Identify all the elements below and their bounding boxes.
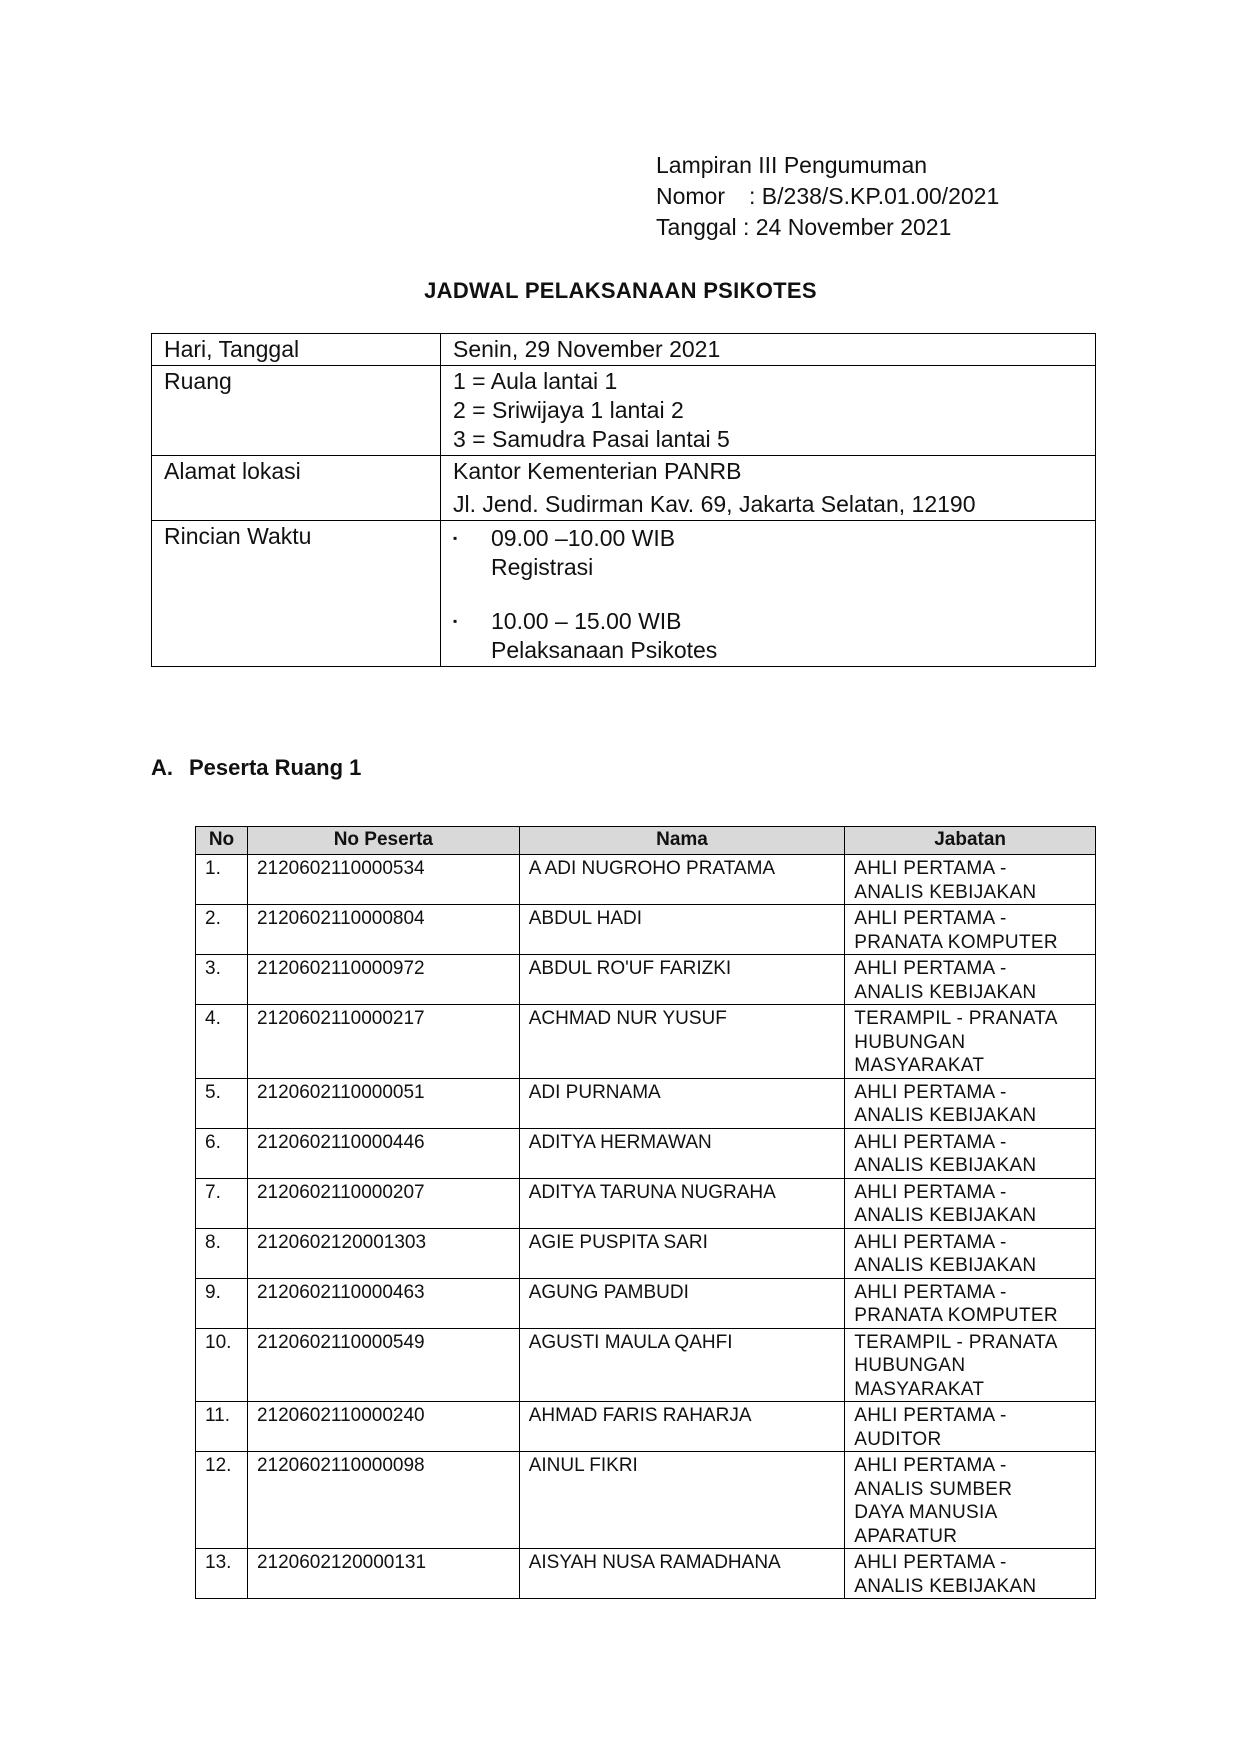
jabatan-line: ANALIS KEBIJAKAN: [854, 1575, 1037, 1597]
cell-no-peserta: 2120602110000051: [247, 1078, 519, 1128]
jabatan-line: AHLI PERTAMA -: [854, 1405, 1007, 1426]
cell-jabatan: [845, 1328, 1096, 1402]
cell-nama: AHMAD FARIS RAHARJA: [519, 1402, 845, 1452]
cell-nama: A ADI NUGROHO PRATAMA: [519, 855, 845, 905]
cell-no: 9.: [196, 1278, 248, 1328]
room-item: 3 = Samudra Pasai lantai 5: [453, 426, 730, 452]
jabatan-line: ANALIS KEBIJAKAN: [854, 1155, 1037, 1176]
time-label: Rincian Waktu: [152, 521, 441, 667]
cell-no-peserta: 2120602110000217: [247, 1005, 519, 1079]
cell-nama: ABDUL RO'UF FARIZKI: [519, 955, 845, 1005]
time-item: [453, 524, 1083, 582]
cell-jabatan: [845, 1278, 1096, 1328]
document-title: JADWAL PELAKSANAAN PSIKOTES: [424, 278, 817, 303]
cell-no: 1.: [196, 855, 248, 905]
cell-no: 10.: [196, 1328, 248, 1402]
tanggal-value: 24 November 2021: [755, 214, 952, 240]
time-activity: Registrasi: [491, 554, 594, 580]
room-label: Ruang: [152, 366, 441, 456]
jabatan-line: ANALIS KEBIJAKAN: [854, 981, 1037, 1003]
nomor-label: Nomor: [656, 183, 726, 209]
cell-no: 4.: [196, 1005, 248, 1079]
cell-no-peserta: 2120602110000446: [247, 1128, 519, 1178]
participants-table: [195, 826, 1096, 1599]
cell-nama: AISYAH NUSA RAMADHANA: [519, 1549, 845, 1599]
time-range: 10.00 – 15.00 WIB: [491, 608, 682, 634]
table-row: [196, 1278, 1096, 1328]
cell-jabatan: [845, 1078, 1096, 1128]
jabatan-line: ANALIS KEBIJAKAN: [854, 1255, 1037, 1276]
cell-no: 6.: [196, 1128, 248, 1178]
jabatan-line: AHLI PERTAMA -: [854, 1281, 1007, 1303]
jabatan-line: APARATUR: [854, 1525, 958, 1547]
time-list: [441, 521, 1096, 667]
cell-no-peserta: 2120602110000463: [247, 1278, 519, 1328]
participants-body: [196, 855, 1096, 1599]
cell-jabatan: [845, 1005, 1096, 1079]
cell-jabatan: [845, 1452, 1096, 1549]
table-row: [196, 1005, 1096, 1079]
cell-no-peserta: 2120602120001303: [247, 1228, 519, 1278]
jabatan-line: AHLI PERTAMA -: [854, 1181, 1007, 1203]
cell-no-peserta: 2120602110000534: [247, 855, 519, 905]
table-row: [196, 1549, 1096, 1599]
table-row: [196, 1128, 1096, 1178]
cell-no-peserta: 2120602110000098: [247, 1452, 519, 1549]
cell-jabatan: [845, 1128, 1096, 1178]
cell-no-peserta: 2120602120000131: [247, 1549, 519, 1599]
table-row: [196, 1228, 1096, 1278]
jabatan-line: PRANATA KOMPUTER: [854, 931, 1058, 953]
cell-no: 13.: [196, 1549, 248, 1599]
cell-no: 11.: [196, 1402, 248, 1452]
time-item: [453, 607, 1083, 665]
jabatan-line: MASYARAKAT: [854, 1378, 985, 1400]
nomor-line: [656, 181, 999, 212]
cell-nama: AGUNG PAMBUDI: [519, 1278, 845, 1328]
table-row: [196, 1078, 1096, 1128]
cell-jabatan: [845, 1549, 1096, 1599]
table-header-row: [196, 827, 1096, 855]
section-title-text: Peserta Ruang 1: [189, 755, 362, 780]
jabatan-line: AHLI PERTAMA -: [854, 908, 1007, 929]
cell-nama: AGUSTI MAULA QAHFI: [519, 1328, 845, 1402]
jabatan-line: ANALIS KEBIJAKAN: [854, 1205, 1037, 1226]
address-line: Jl. Jend. Sudirman Kav. 69, Jakarta Selatan, 12190: [453, 491, 976, 517]
day-value: Senin, 29 November 2021: [441, 334, 1096, 366]
jabatan-line: ANALIS SUMBER: [854, 1478, 1013, 1500]
jabatan-line: HUBUNGAN: [854, 1355, 966, 1376]
cell-nama: ADI PURNAMA: [519, 1078, 845, 1128]
jabatan-line: MASYARAKAT: [854, 1055, 985, 1076]
cell-no-peserta: 2120602110000804: [247, 905, 519, 955]
jabatan-line: AHLI PERTAMA -: [854, 1131, 1007, 1153]
schedule-info-table: [151, 333, 1096, 667]
cell-nama: ADITYA HERMAWAN: [519, 1128, 845, 1178]
cell-no-peserta: 2120602110000207: [247, 1178, 519, 1228]
cell-no-peserta: 2120602110000549: [247, 1328, 519, 1402]
time-activity: Pelaksanaan Psikotes: [491, 637, 718, 663]
cell-nama: AGIE PUSPITA SARI: [519, 1228, 845, 1278]
cell-jabatan: [845, 905, 1096, 955]
cell-nama: ACHMAD NUR YUSUF: [519, 1005, 845, 1079]
room-list: [441, 366, 1096, 456]
cell-nama: ADITYA TARUNA NUGRAHA: [519, 1178, 845, 1228]
tanggal-sep: :: [742, 214, 750, 240]
address-line: Kantor Kementerian PANRB: [453, 458, 742, 484]
nomor-value: B/238/S.KP.01.00/2021: [761, 183, 1000, 209]
tanggal-line: [656, 212, 999, 243]
address-label: Alamat lokasi: [152, 456, 441, 521]
cell-jabatan: [845, 855, 1096, 905]
cell-nama: AINUL FIKRI: [519, 1452, 845, 1549]
cell-jabatan: [845, 1402, 1096, 1452]
jabatan-line: DAYA MANUSIA: [854, 1502, 998, 1523]
header-no: No: [196, 827, 248, 855]
table-row: [196, 855, 1096, 905]
jabatan-line: AHLI PERTAMA -: [854, 1455, 1007, 1476]
address-value: [441, 456, 1096, 521]
table-row: [196, 1402, 1096, 1452]
cell-no: 12.: [196, 1452, 248, 1549]
room-item: 2 = Sriwijaya 1 lantai 2: [453, 397, 684, 423]
jabatan-line: AHLI PERTAMA -: [854, 1231, 1007, 1253]
table-row: [196, 1178, 1096, 1228]
attachment-label: Lampiran III Pengumuman: [656, 152, 928, 178]
header-no-peserta: No Peserta: [247, 827, 519, 855]
table-row: [196, 955, 1096, 1005]
cell-no: 8.: [196, 1228, 248, 1278]
cell-no: 3.: [196, 955, 248, 1005]
info-row-time: [152, 521, 1096, 667]
day-label: Hari, Tanggal: [152, 334, 441, 366]
cell-jabatan: [845, 955, 1096, 1005]
tanggal-label: Tanggal: [656, 214, 737, 240]
info-row-address: [152, 456, 1096, 521]
jabatan-line: TERAMPIL - PRANATA: [854, 1008, 1058, 1029]
header-jabatan: Jabatan: [845, 827, 1096, 855]
section-title: [151, 755, 361, 781]
cell-jabatan: [845, 1178, 1096, 1228]
jabatan-line: AHLI PERTAMA -: [854, 858, 1007, 879]
cell-no: 7.: [196, 1178, 248, 1228]
jabatan-line: AHLI PERTAMA -: [854, 1081, 1007, 1103]
jabatan-line: AHLI PERTAMA -: [854, 958, 1007, 979]
bullet-icon: ▪: [453, 531, 458, 545]
jabatan-line: HUBUNGAN: [854, 1031, 966, 1053]
jabatan-line: ANALIS KEBIJAKAN: [854, 1105, 1037, 1126]
bullet-icon: ▪: [453, 614, 458, 628]
cell-jabatan: [845, 1228, 1096, 1278]
table-row: [196, 905, 1096, 955]
jabatan-line: AHLI PERTAMA -: [854, 1552, 1007, 1573]
jabatan-line: TERAMPIL - PRANATA: [854, 1331, 1058, 1353]
cell-no: 5.: [196, 1078, 248, 1128]
table-row: [196, 1452, 1096, 1549]
cell-no-peserta: 2120602110000240: [247, 1402, 519, 1452]
jabatan-line: ANALIS KEBIJAKAN: [854, 881, 1037, 903]
nomor-sep: :: [749, 183, 756, 209]
info-row-day: [152, 334, 1096, 366]
section-letter: A.: [151, 755, 173, 780]
header-nama: Nama: [519, 827, 845, 855]
room-item: 1 = Aula lantai 1: [453, 368, 618, 394]
jabatan-line: PRANATA KOMPUTER: [854, 1305, 1058, 1326]
info-row-room: [152, 366, 1096, 456]
table-row: [196, 1328, 1096, 1402]
attachment-header: [656, 150, 999, 243]
time-range: 09.00 –10.00 WIB: [491, 525, 676, 551]
cell-no: 2.: [196, 905, 248, 955]
cell-no-peserta: 2120602110000972: [247, 955, 519, 1005]
cell-nama: ABDUL HADI: [519, 905, 845, 955]
jabatan-line: AUDITOR: [854, 1428, 942, 1450]
